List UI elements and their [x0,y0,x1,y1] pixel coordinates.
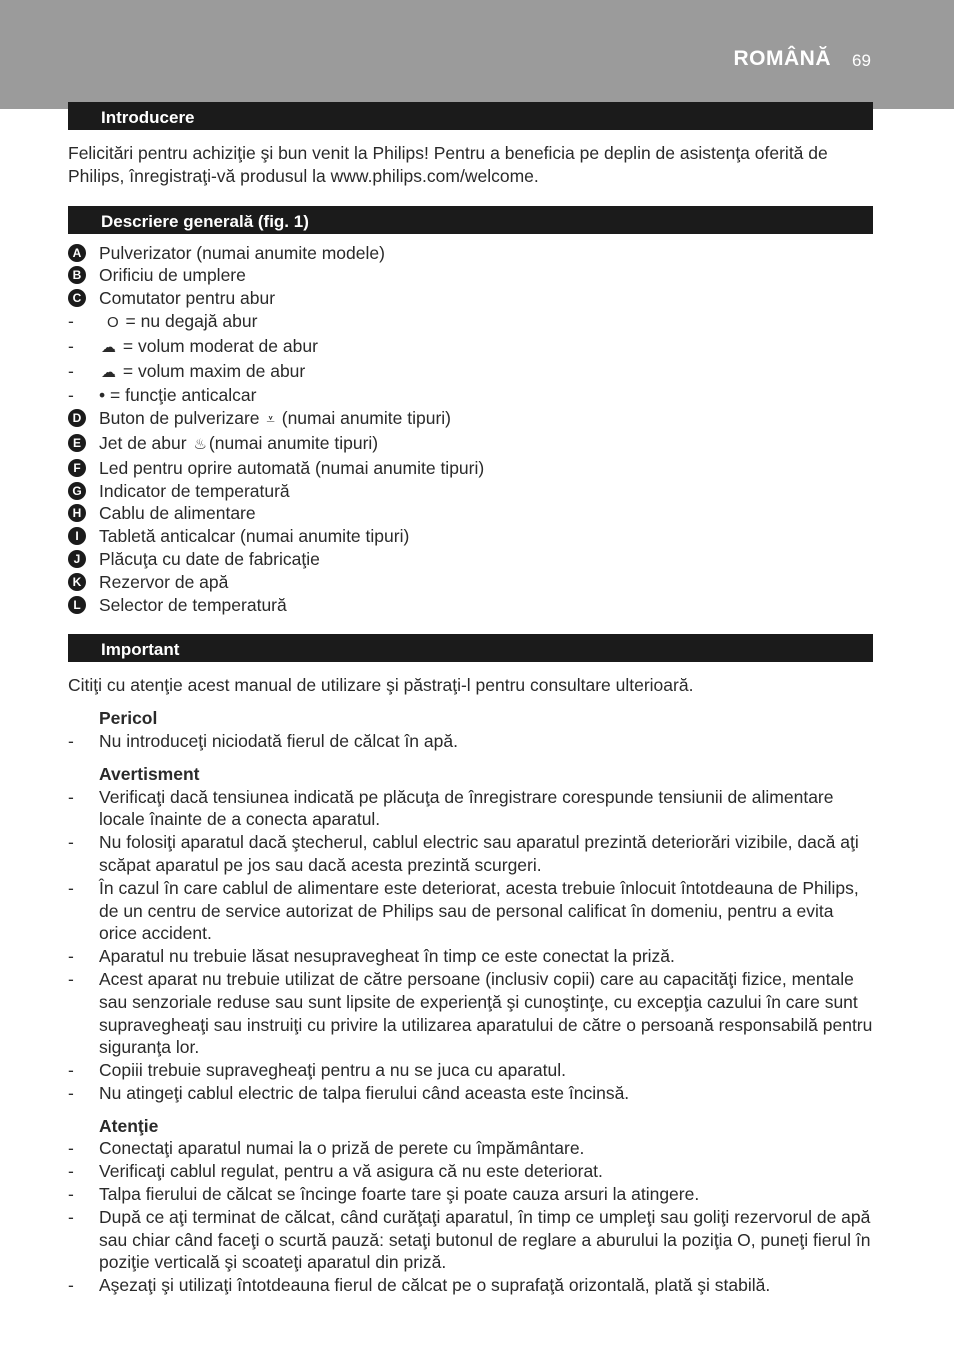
dash-marker: - [68,730,74,751]
dash-marker: - [68,335,74,356]
item-marker: G [68,482,86,500]
list-item: I Tabletă anticalcar (numai anumite tipuri) [68,525,873,548]
max-steam-icon: ☁ [101,363,116,381]
avertisment-list [68,786,873,1105]
dash-marker: - [68,385,74,406]
dash-marker: - [68,1082,74,1103]
section-heading-important: Important [68,634,873,662]
list-item: - O = nu degajă abur [68,310,873,335]
list-item: H Cablu de alimentare [68,502,873,525]
moderate-steam-icon: ☁ [101,338,116,356]
list-item: F Led pentru oprire automată (numai anumite tipuri) [68,457,873,480]
list-item: J Plăcuţa cu date de fabricaţie [68,548,873,571]
parts-list [68,242,873,617]
list-item: - Nu atingeţi cablul electric de talpa fierului când aceasta este încinsă. [68,1082,630,1103]
dash-marker: - [68,786,74,807]
dash-marker: - [68,1060,74,1081]
list-item: - Verificaţi dacă tensiunea indicată pe plăcuţa de înregistrare corespunde tensiunii de alimentare locale înainte de a conecta aparatul. [68,786,834,830]
list-item: - Conectaţi aparatul numai la o priză de perete cu împământare. [68,1138,585,1159]
list-item: L Selector de temperatură [68,594,873,617]
list-item: - Verificaţi cablul regulat, pentru a vă asigura că nu este deteriorat. [68,1161,603,1182]
page-number: 69 [852,51,871,70]
item-marker: L [68,596,86,614]
list-item: - • = funcţie anticalcar [68,385,257,406]
list-item: D Buton de pulverizare ⩡ (numai anumite tipuri) [68,407,873,432]
list-item: - ☁ = volum moderat de abur [68,335,873,360]
pericol-list [68,730,873,753]
anticalc-dot-icon: • [99,385,106,406]
dash-marker: - [68,877,74,898]
dash-marker: - [68,1138,74,1159]
subheading-avertisment: Avertisment [99,763,200,784]
page-header-bar [0,0,954,109]
list-item: C Comutator pentru abur [68,287,873,310]
list-item: - După ce aţi terminat de călcat, când curăţaţi aparatul, în timp ce umpleţi sau goliţi rezervorul de apă sau chiar când faceţi o scurtă pauză: setaţi butonul de reglare a aburului la poziţia O, puneţi fierul în poziţie verticală şi scoateţi aparatul din priză. [68,1206,871,1273]
intro-paragraph: Felicitări pentru achiziţie şi bun venit la Philips! Pentru a beneficia pe deplin de asistenţa oferită de Philips, înregistraţi-vă produsul la www.philips.com/welcome. [68,143,828,186]
section-heading-introducere: Introducere [68,102,873,130]
dash-marker: - [68,968,74,989]
item-marker: I [68,527,86,545]
subheading-pericol: Pericol [99,708,158,729]
item-marker: J [68,550,86,568]
item-marker: F [68,459,86,477]
language-label: ROMÂNĂ [733,47,831,70]
subheading-atentie: Atenţie [99,1115,159,1136]
no-steam-icon: O [107,313,119,331]
dash-marker: - [68,1184,74,1205]
steam-jet-icon: ♨ [193,435,207,453]
list-item: G Indicator de temperatură [68,480,873,503]
list-item: E Jet de abur ♨ (numai anumite tipuri) [68,432,873,457]
list-item: B Orificiu de umplere [68,264,873,287]
item-marker: B [68,266,86,284]
important-paragraph: Citiţi cu atenţie acest manual de utilizare şi păstraţi-l pentru consultare ulterioară. [68,675,694,696]
page-content [68,102,873,1297]
list-item: A Pulverizator (numai anumite modele) [68,242,873,265]
list-item: K Rezervor de apă [68,571,873,594]
list-item: - ☁ = volum maxim de abur [68,360,873,385]
list-item: - Nu folosiţi aparatul dacă ştecherul, cablul electric sau aparatul prezintă deteriorări vizibile, dacă aţi scăpat aparatul pe jos sau dacă acesta prezintă scurgeri. [68,832,859,875]
item-marker: K [68,573,86,591]
atentie-list [68,1137,873,1297]
list-item: - În cazul în care cablul de alimentare este deteriorat, acesta trebuie înlocuit întotdeauna de Philips, de un centru de service autorizat de Philips sau de personal calificat în domeniu, pentru a evita orice accident. [68,877,859,944]
spray-icon: ⩡ [266,411,275,429]
dash-marker: - [68,360,74,381]
list-item: - Acest aparat nu trebuie utilizat de către persoane (inclusiv copii) care au capacităţi fizice, mentale sau senzoriale reduse sau sunt lipsite de experienţă şi cunoştinţe, cu excepţia cazului în care sunt supravegheaţi sau instruiţi cu privire la utilizarea aparatului de către o persoană responsabilă pentru siguranţa lor. [68,968,873,1058]
dash-marker: - [68,1275,74,1296]
item-marker: C [68,289,86,307]
list-item: - Talpa fierului de călcat se încinge foarte tare şi poate cauza arsuri la atingere. [68,1184,700,1205]
item-marker: A [68,244,86,262]
item-marker: H [68,504,86,522]
dash-marker: - [68,310,74,331]
dash-marker: - [68,1206,74,1227]
list-item: - Aşezaţi şi utilizaţi întotdeauna fierul de călcat pe o suprafaţă orizontală, plată şi stabilă. [68,1275,771,1296]
item-marker: D [68,409,86,427]
list-item: - Aparatul nu trebuie lăsat nesupravegheat în timp ce este conectat la priză. [68,946,675,967]
item-marker: E [68,434,86,452]
list-item: - Nu introduceţi niciodată fierul de călcat în apă. [68,730,458,751]
list-item: - Copiii trebuie supravegheaţi pentru a nu se juca cu aparatul. [68,1060,566,1081]
dash-marker: - [68,946,74,967]
dash-marker: - [68,832,74,853]
section-heading-descriere: Descriere generală (fig. 1) [68,206,873,234]
dash-marker: - [68,1161,74,1182]
